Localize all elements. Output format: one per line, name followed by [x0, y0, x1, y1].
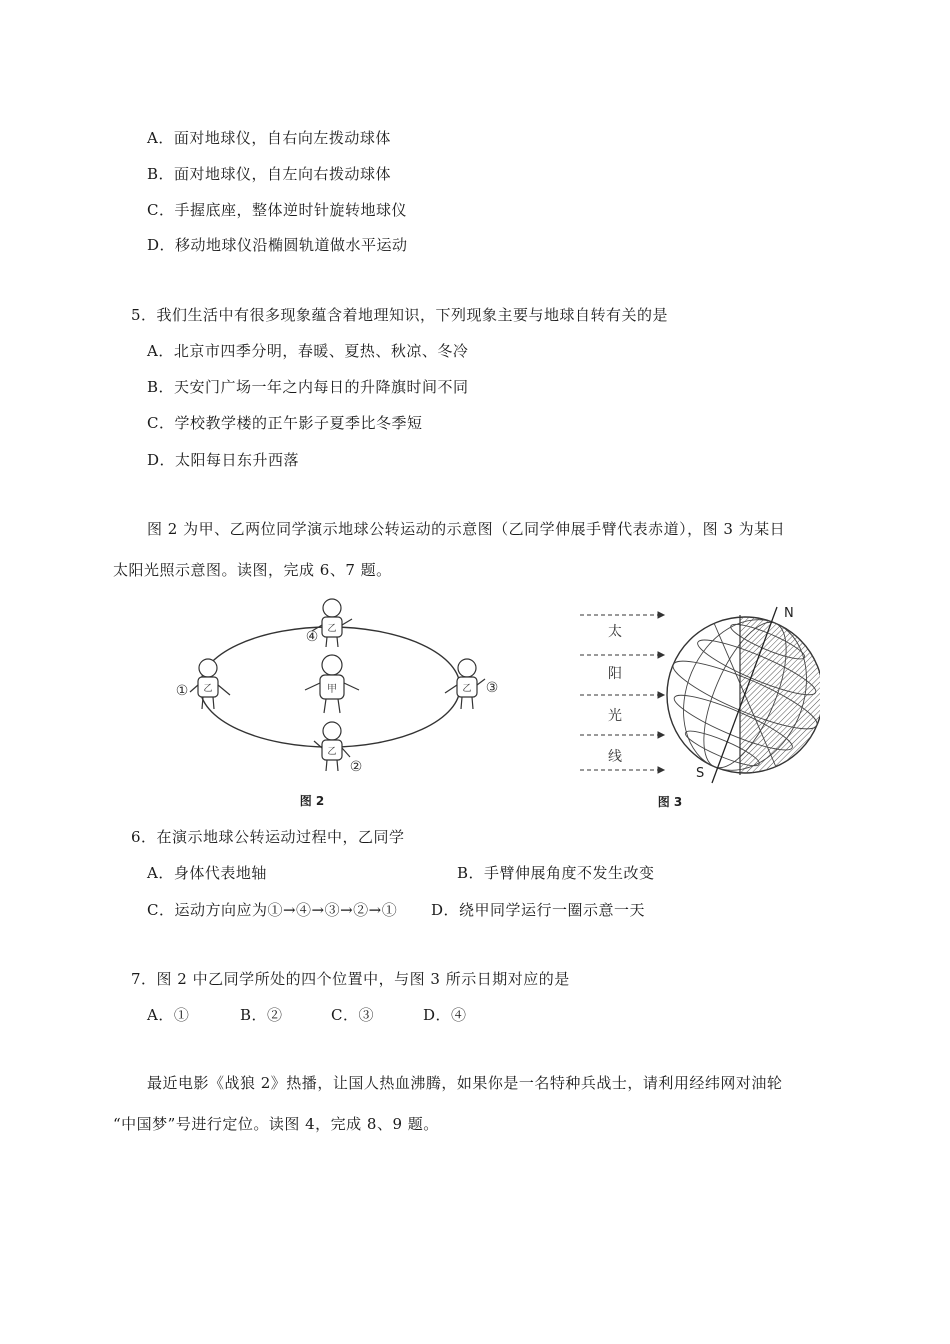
figure-3 — [580, 601, 820, 809]
student-jia — [305, 655, 359, 713]
student-label-1: 乙 — [203, 684, 213, 694]
q7-option-b: B．② — [240, 1006, 283, 1024]
student-label-2: 乙 — [327, 747, 337, 757]
globe — [661, 601, 820, 790]
sun-label-char-2: 阳 — [608, 666, 622, 682]
q5-stem: 5．我们生活中有很多现象蕴含着地理知识，下列现象主要与地球自转有关的是 — [131, 306, 669, 324]
q6-stem: 6．在演示地球公转运动过程中，乙同学 — [131, 828, 405, 846]
intro-6-7-line2: 太阳光照示意图。读图，完成 6、7 题。 — [113, 561, 392, 579]
q5-option-d: D．太阳每日东升西落 — [147, 451, 300, 469]
sun-label-char-1: 太 — [608, 624, 622, 640]
q5-option-a: A．北京市四季分明，春暖、夏热、秋凉、冬冷 — [147, 342, 469, 360]
q5-option-b: B．天安门广场一年之内每日的升降旗时间不同 — [147, 378, 469, 396]
q6-option-b: B．手臂伸展角度不发生改变 — [457, 864, 655, 882]
sun-label-char-4: 线 — [608, 749, 622, 765]
student-pos-3 — [445, 659, 485, 709]
north-label: N — [784, 606, 794, 621]
figure-2 — [176, 599, 499, 808]
q7-option-a: A．① — [147, 1006, 190, 1024]
position-4-label: ④ — [305, 629, 319, 645]
figures-2-3 — [160, 595, 820, 815]
sun-rays — [580, 612, 664, 773]
q4-option-c: C．手握底座，整体逆时针旋转地球仪 — [147, 201, 407, 219]
student-label-3: 乙 — [462, 684, 472, 694]
q4-option-a: A．面对地球仪，自右向左拨动球体 — [147, 129, 391, 147]
intro-8-9-line1: 最近电影《战狼 2》热播，让国人热血沸腾，如果你是一名特种兵战士，请利用经纬网对油轮 — [147, 1074, 783, 1092]
q6-option-a: A．身体代表地轴 — [147, 864, 267, 882]
q4-option-d: D．移动地球仪沿椭圆轨道做水平运动 — [147, 236, 408, 254]
q7-option-c: C．③ — [331, 1006, 374, 1024]
q5-option-c: C．学校教学楼的正午影子夏季比冬季短 — [147, 414, 423, 432]
position-2-label: ② — [349, 759, 363, 775]
figure-3-caption: 图 3 — [657, 795, 683, 809]
q7-stem: 7．图 2 中乙同学所处的四个位置中，与图 3 所示日期对应的是 — [131, 970, 570, 988]
intro-8-9-line2: “中国梦”号进行定位。读图 4，完成 8、9 题。 — [113, 1115, 439, 1133]
position-1-label: ① — [175, 683, 189, 699]
q7-option-d: D．④ — [423, 1006, 467, 1024]
student-label-4: 乙 — [327, 624, 337, 634]
sun-label-char-3: 光 — [608, 708, 622, 724]
q6-option-d: D．绕甲同学运行一圈示意一天 — [431, 901, 646, 919]
intro-6-7-line1: 图 2 为甲、乙两位同学演示地球公转运动的示意图（乙同学伸展手臂代表赤道），图 3 为某日 — [147, 520, 786, 538]
student-pos-1 — [190, 659, 230, 709]
figure-2-caption: 图 2 — [299, 794, 325, 808]
center-label: 甲 — [327, 684, 337, 695]
q4-option-b: B．面对地球仪，自左向右拨动球体 — [147, 165, 392, 183]
q6-option-c: C．运动方向应为①→④→③→②→① — [147, 901, 398, 919]
south-label: S — [696, 766, 705, 781]
figures-svg — [160, 595, 820, 815]
position-3-label: ③ — [485, 680, 499, 696]
